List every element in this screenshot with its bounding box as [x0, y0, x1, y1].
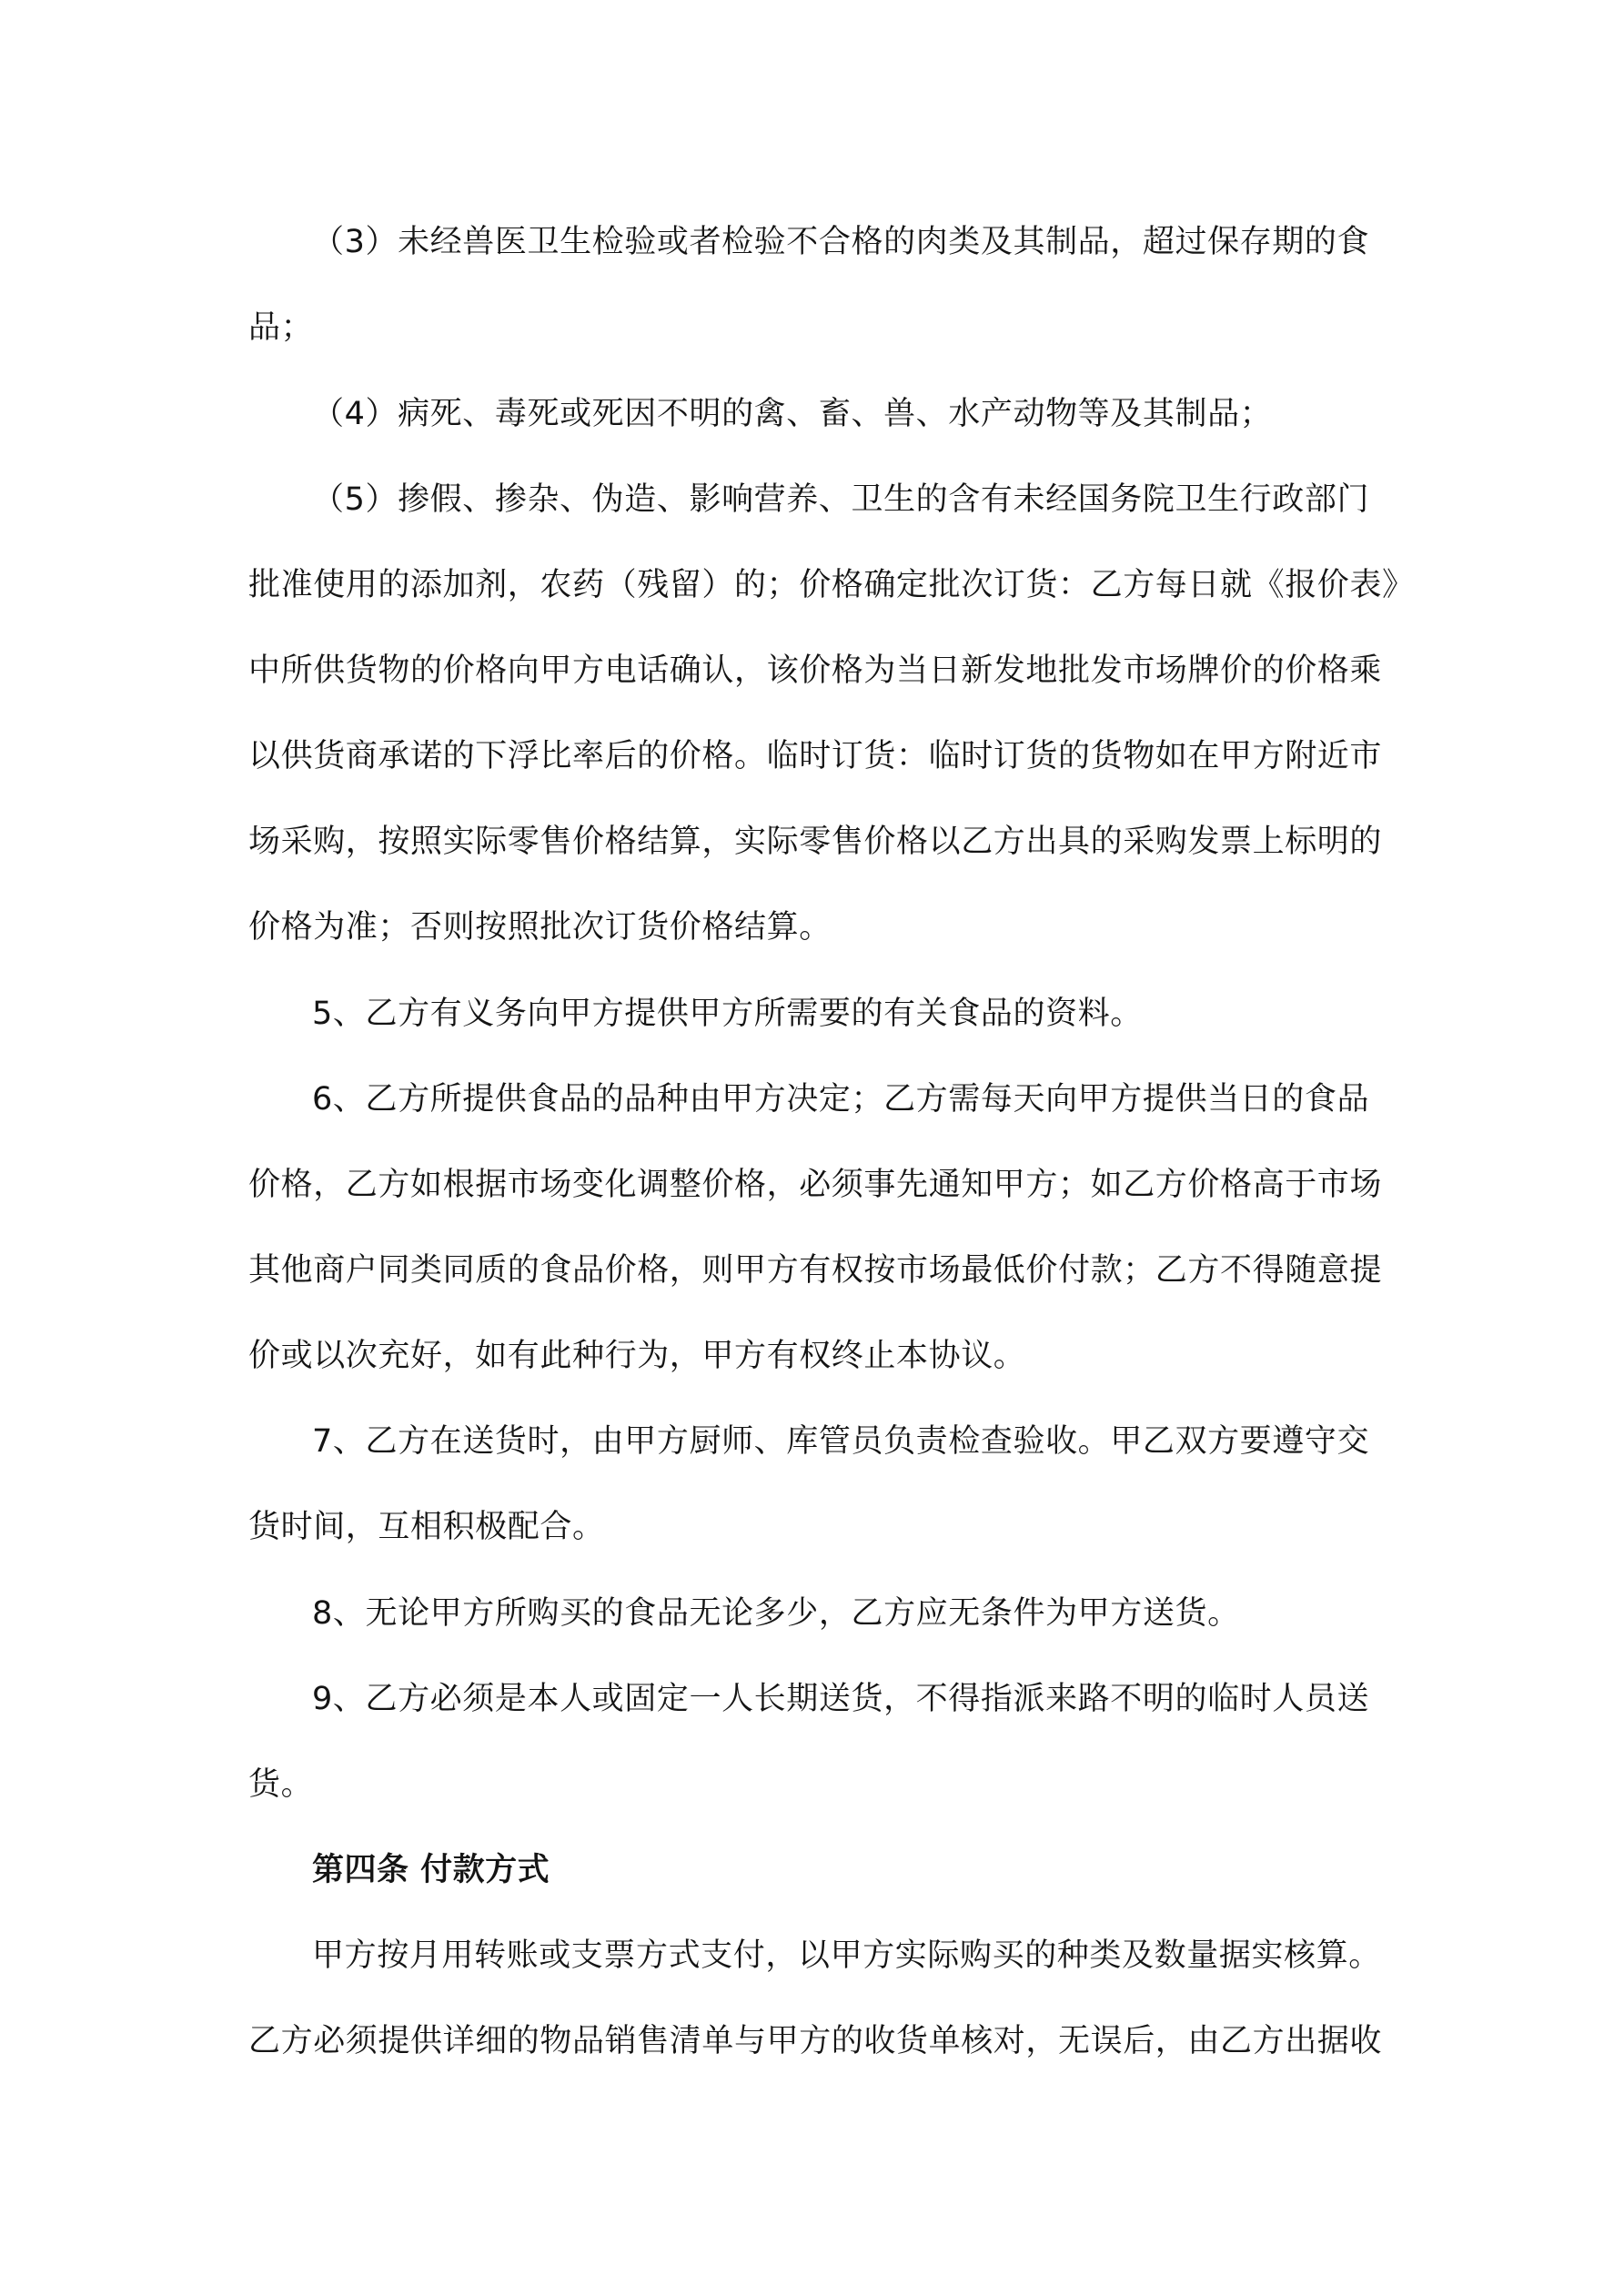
text-line: 以供货商承诺的下浮比率后的价格。临时订货：临时订货的货物如在甲方附近市	[248, 738, 1383, 774]
text-line: 6、乙方所提供食品的品种由甲方决定；乙方需每天向甲方提供当日的食品	[312, 1081, 1370, 1118]
text-line: 货。	[248, 1766, 314, 1803]
text-line: 价或以次充好，如有此种行为，甲方有权终止本协议。	[248, 1338, 1026, 1374]
text-line: （4）病死、毒死或死因不明的禽、畜、兽、水产动物等及其制品；	[312, 396, 1273, 432]
text-line: 乙方必须提供详细的物品销售清单与甲方的收货单核对，无误后，由乙方出据收	[248, 2023, 1383, 2059]
text-line: 9、乙方必须是本人或固定一人长期送货，不得指派来路不明的临时人员送	[312, 1681, 1370, 1717]
text-line: 5、乙方有义务向甲方提供甲方所需要的有关食品的资料。	[312, 996, 1143, 1032]
text-line: 价格，乙方如根据市场变化调整价格，必须事先通知甲方；如乙方价格高于市场	[248, 1167, 1383, 1203]
text-line: 价格为准；否则按照批次订货价格结算。	[248, 909, 832, 946]
text-line: （5）掺假、掺杂、伪造、影响营养、卫生的含有未经国务院卫生行政部门	[312, 481, 1370, 518]
text-line: 品；	[248, 309, 314, 346]
text-line: 8、无论甲方所购买的食品无论多少，乙方应无条件为甲方送货。	[312, 1595, 1240, 1632]
text-line: 7、乙方在送货时，由甲方厨师、库管员负责检查验收。甲乙双方要遵守交	[312, 1423, 1370, 1460]
text-line: 货时间，互相积极配合。	[248, 1509, 605, 1545]
text-line: 其他商户同类同质的食品价格，则甲方有权按市场最低价付款；乙方不得随意提	[248, 1252, 1383, 1289]
text-line: 场采购，按照实际零售价格结算，实际零售价格以乙方出具的采购发票上标明的	[248, 824, 1383, 860]
text-line: （3）未经兽医卫生检验或者检验不合格的肉类及其制品，超过保存期的食	[312, 224, 1370, 260]
text-line: 批准使用的添加剂，农药（残留）的；价格确定批次订货：乙方每日就《报价表》	[248, 567, 1415, 603]
text-line: 中所供货物的价格向甲方电话确认，该价格为当日新发地批发市场牌价的价格乘	[248, 652, 1383, 689]
section-heading: 第四条 付款方式	[312, 1852, 550, 1888]
text-line: 甲方按月用转账或支票方式支付，以甲方实际购买的种类及数量据实核算。	[312, 1937, 1381, 1974]
